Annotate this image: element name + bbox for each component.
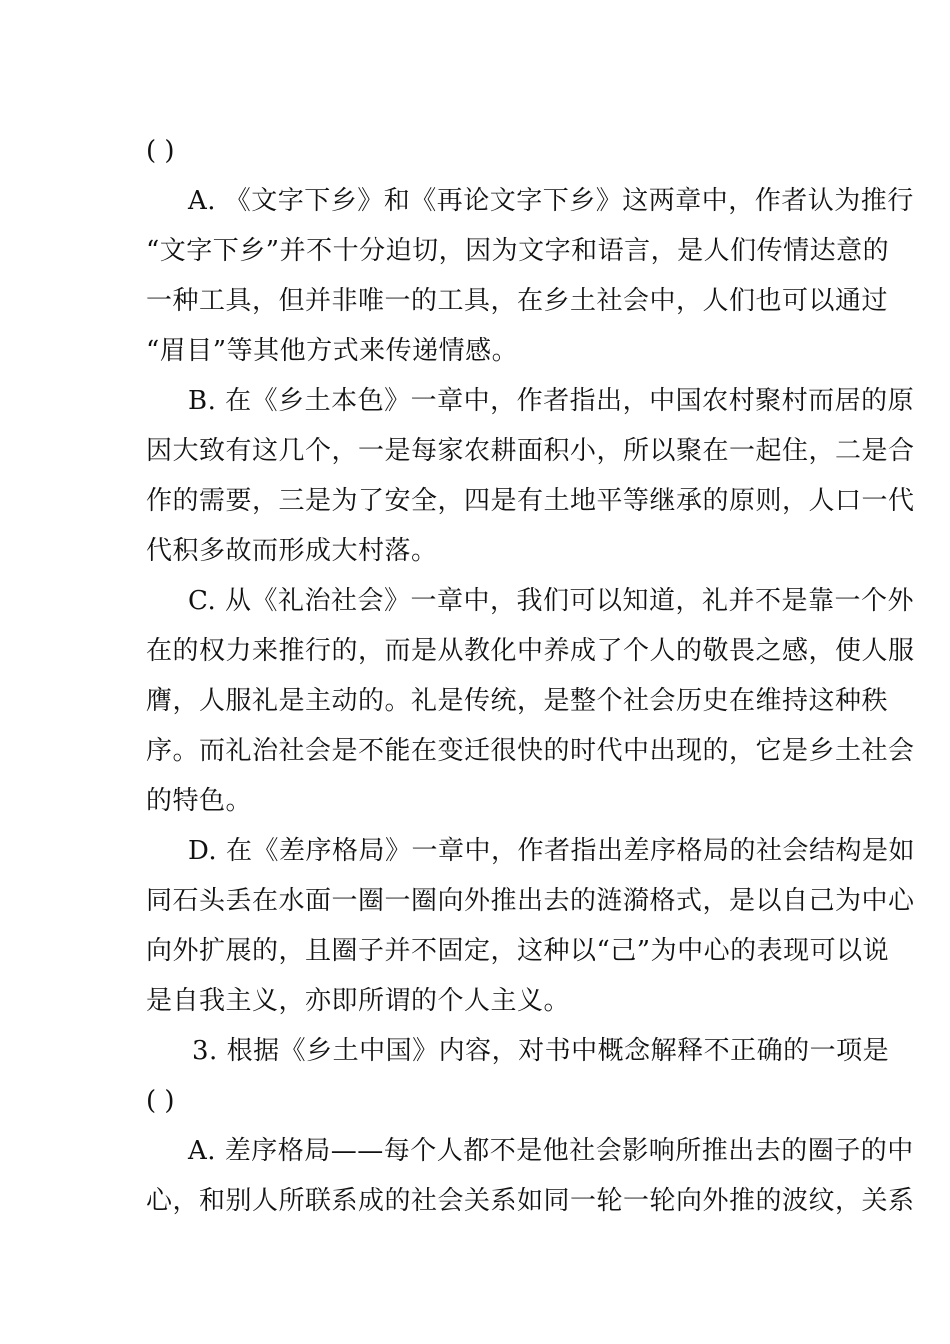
option-c-line-4: 序。而礼治社会是不能在变迁很快的时代中出现的，它是乡土社会: [146, 736, 915, 766]
q3-option-a-line-2: 心，和别人所联系成的社会关系如同一轮一轮向外推的波纹，关系: [146, 1186, 915, 1216]
option-a-line-1: A. 《文字下乡》和《再论文字下乡》这两章中，作者认为推行: [188, 186, 914, 216]
option-b-line-1: B. 在《乡土本色》一章中，作者指出，中国农村聚村而居的原: [188, 386, 915, 416]
option-d-line-3: 向外扩展的，且圈子并不固定，这种以“己”为中心的表现可以说: [146, 936, 890, 966]
q3-option-a-line-1: A. 差序格局——每个人都不是他社会影响所推出去的圈子的中: [188, 1136, 914, 1166]
option-c-line-2: 在的权力来推行的，而是从教化中养成了个人的敬畏之感，使人服: [146, 636, 915, 666]
option-c-line-3: 膺，人服礼是主动的。礼是传统，是整个社会历史在维持这种秩: [146, 686, 889, 716]
option-a-line-4: “眉目”等其他方式来传递情感。: [146, 336, 519, 366]
option-d-line-4: 是自我主义，亦即所谓的个人主义。: [146, 986, 571, 1016]
option-b-line-3: 作的需要，三是为了安全，四是有土地平等继承的原则，人口一代: [146, 486, 915, 516]
option-a-line-2: “文字下乡”并不十分迫切，因为文字和语言，是人们传情达意的: [146, 236, 890, 266]
answer-paren-2: ( ): [146, 1086, 175, 1116]
option-c-line-5: 的特色。: [146, 786, 253, 816]
option-b-line-2: 因大致有这几个，一是每家农耕面积小，所以聚在一起住，二是合: [146, 436, 915, 466]
question-3-stem: 3. 根据《乡土中国》内容，对书中概念解释不正确的一项是: [192, 1036, 890, 1066]
answer-paren-1: ( ): [146, 136, 175, 166]
option-d-line-2: 同石头丢在水面一圈一圈向外推出去的涟漪格式，是以自己为中心: [146, 886, 915, 916]
option-b-line-4: 代积多故而形成大村落。: [146, 536, 438, 566]
option-c-line-1: C. 从《礼治社会》一章中，我们可以知道，礼并不是靠一个外: [188, 586, 914, 616]
option-a-line-3: 一种工具，但并非唯一的工具，在乡土社会中，人们也可以通过: [146, 286, 889, 316]
option-d-line-1: D. 在《差序格局》一章中，作者指出差序格局的社会结构是如: [188, 836, 915, 866]
